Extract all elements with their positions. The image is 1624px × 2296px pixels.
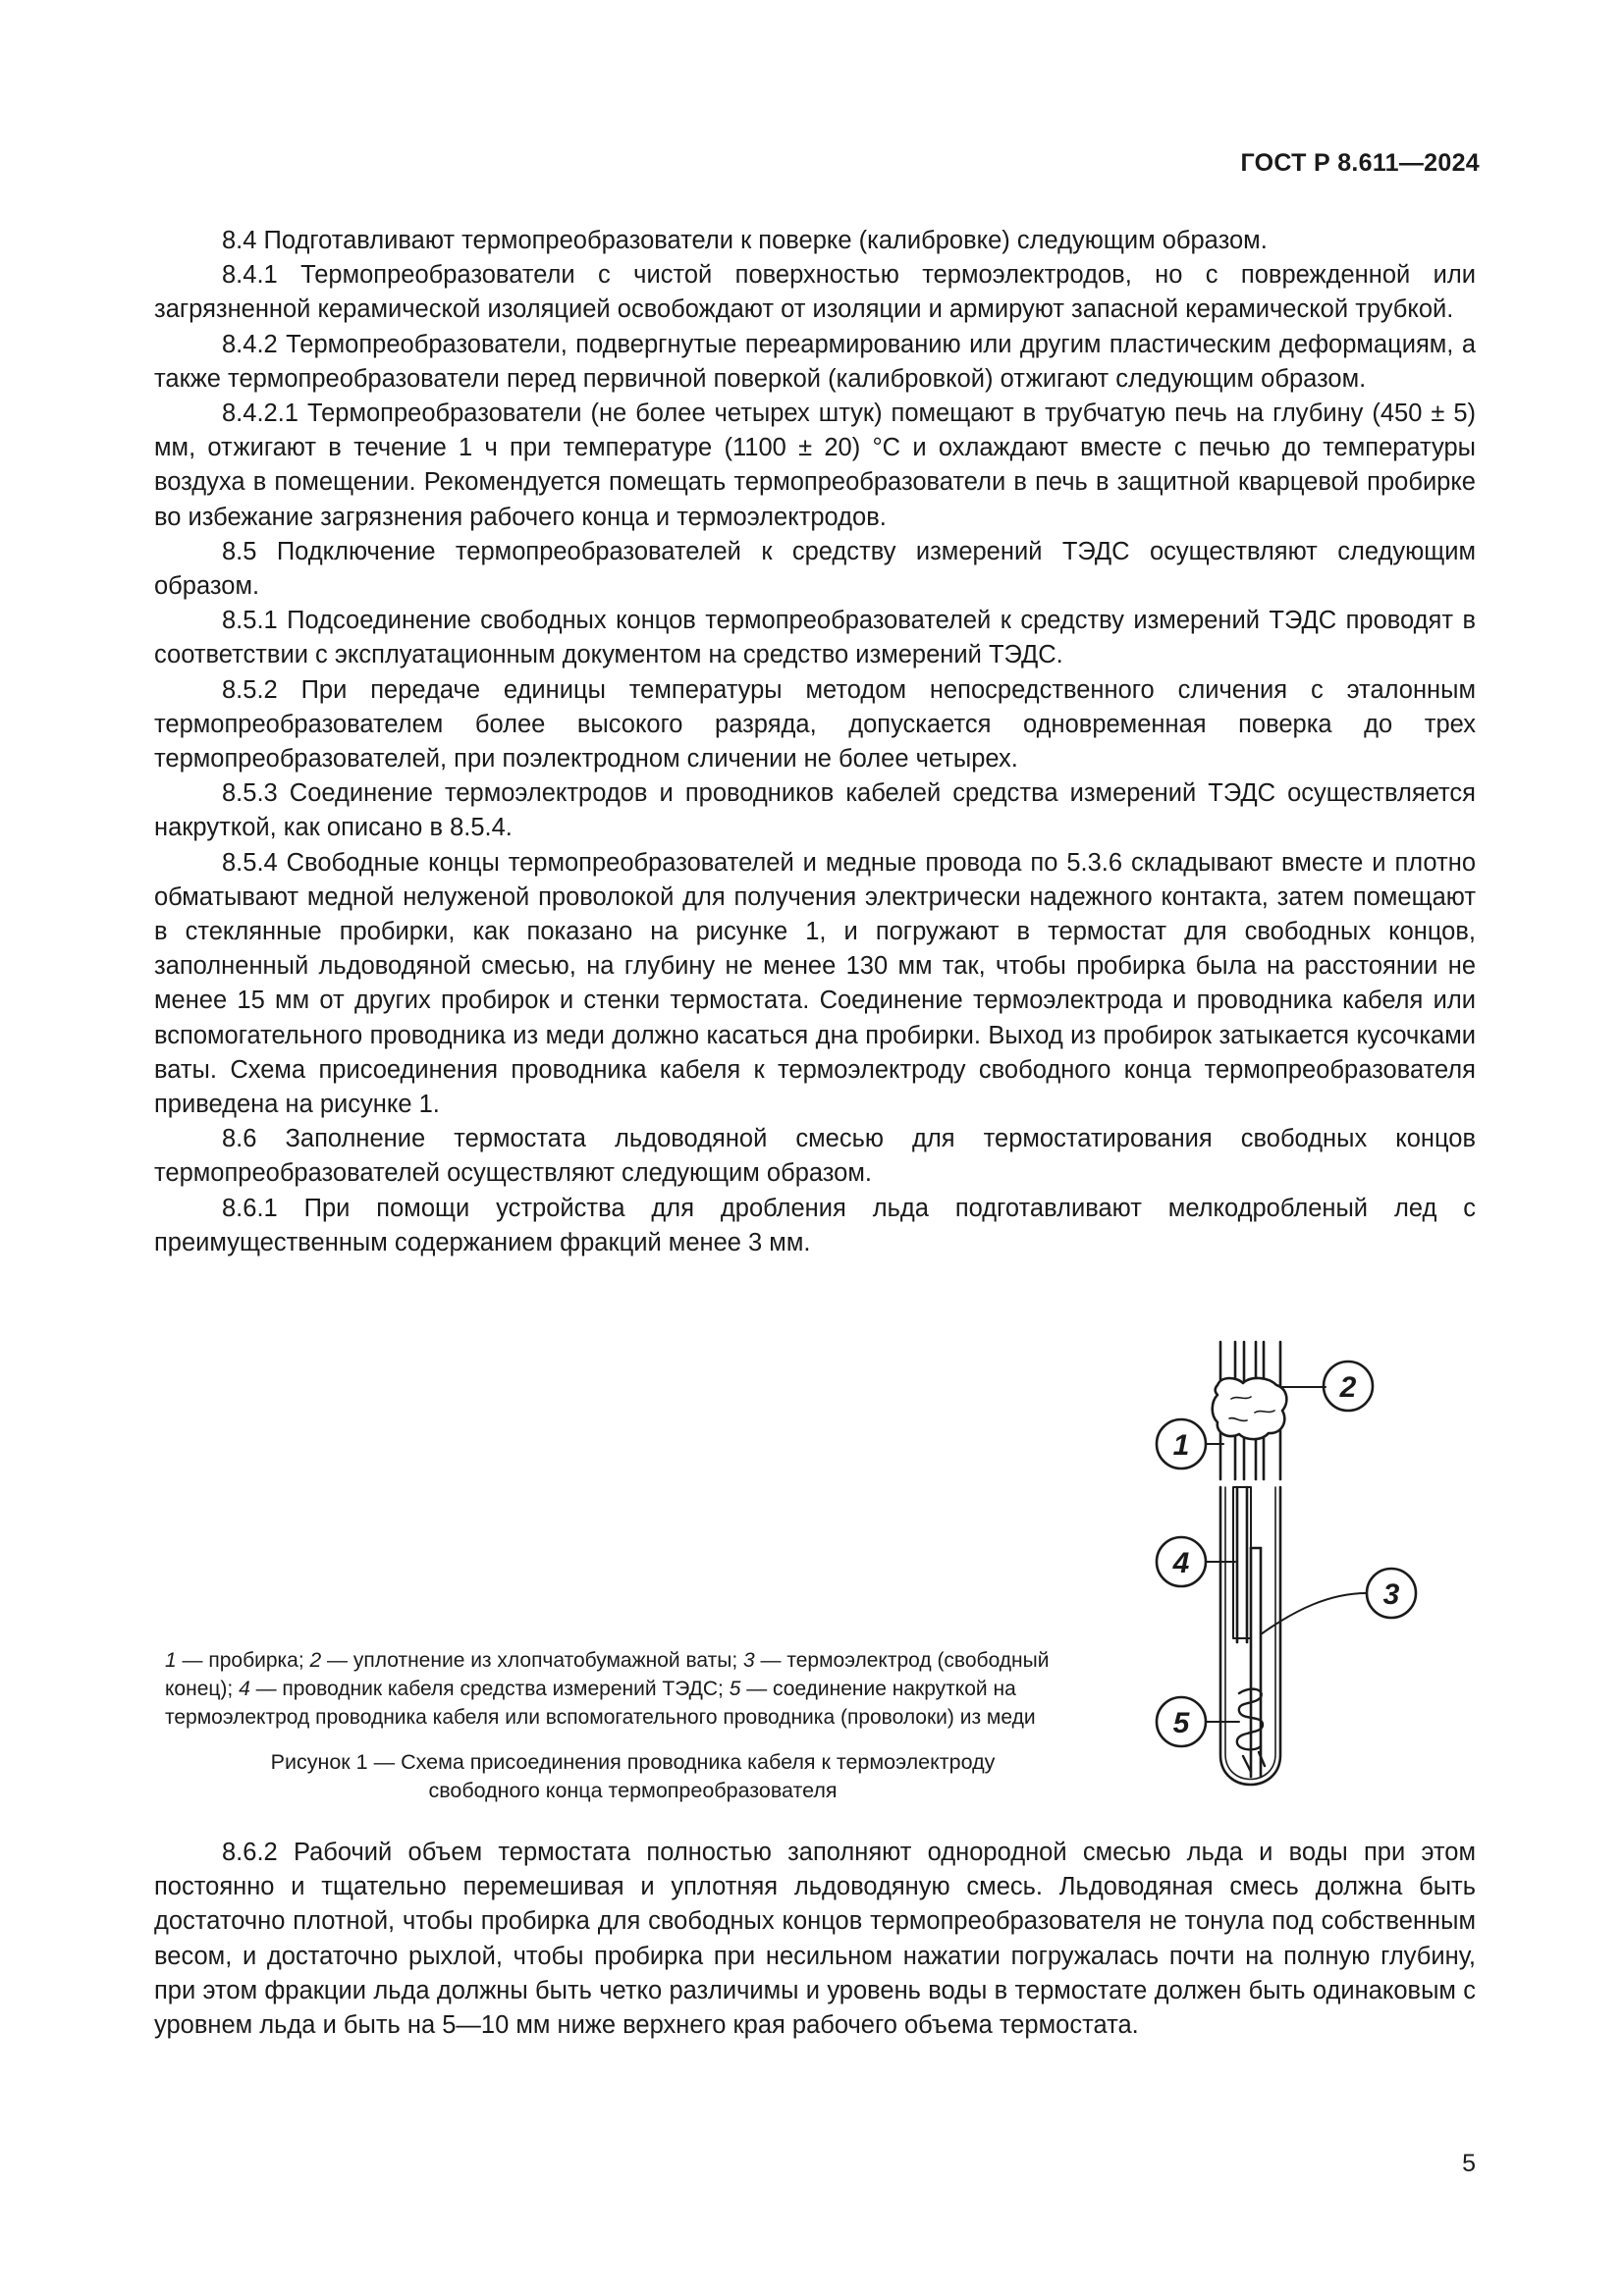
legend-line-1 (165, 1646, 1098, 1675)
paragraph-8-4-2-1: 8.4.2.1 Термопреобразователи (не более четырех штук) помещают в трубчатую печь на глубину (450 ± 5) мм, отжигают в течение 1 ч при температуре (1100 ± 20) °С и охлаждают вместе с печью до температуры воздуха в помещении. Рекомендуется помещать термопреобразователи в печь в защитной кварцевой пробирке во избежание загрязнения рабочего конца и термоэлектродов. (154, 400, 1476, 531)
paragraph-8-5-3: 8.5.3 Соединение термоэлектродов и проводников кабелей средства измерений ТЭДС осуществляется накруткой, как описано в 8.5.4. (154, 779, 1476, 842)
figure-1 (154, 1340, 1476, 1801)
legend-text: — проводник кабеля средства измерений ТЭДС; (249, 1678, 730, 1700)
legend-number: 1 (165, 1649, 177, 1672)
figure-caption (154, 1748, 1111, 1805)
paragraph-8-4-1: 8.4.1 Термопреобразователи с чистой поверхностью термоэлектродов, но с поврежденной или загрязненной керамической изоляцией освобождают от изоляции и армируют запасной керамической трубкой. (154, 261, 1476, 324)
paragraph-8-4: 8.4 Подготавливают термопреобразователи к поверке (калибровке) следующим образом. (222, 227, 1268, 254)
callout-label-5: 5 (1172, 1707, 1190, 1739)
paragraph-8-6-2: 8.6.2 Рабочий объем термостата полностью заполняют однородной смесью льда и воды при этом постоянно и тщательно перемешивая и уплотняя льдоводяную смесь. Льдоводяная смесь должна быть достаточно плотной, чтобы пробирка для свободных концов термопреобразователя не тонула под собственным весом, и достаточно рыхлой, чтобы пробирка при несильном нажатии погружалась почти на полную глубину, при этом фракции льда должны быть четко различимы и уровень воды в термостате должен быть одинаковым с уровнем льда и быть на 5—10 мм ниже верхнего края рабочего объема термостата. (154, 1839, 1476, 2040)
callout-label-2: 2 (1339, 1371, 1357, 1404)
legend-number: 4 (239, 1678, 250, 1700)
legend-text: — термоэлектрод (свободный (754, 1649, 1050, 1672)
page-number: 5 (1462, 2150, 1476, 2177)
caption-line-1: Рисунок 1 — Схема присоединения проводника кабеля к термоэлектроду (270, 1750, 996, 1774)
standard-designation: ГОСТ Р 8.611—2024 (1240, 149, 1480, 177)
callout-label-3: 3 (1382, 1578, 1400, 1611)
main-text-continued (154, 1836, 1476, 2043)
main-text (154, 224, 1476, 1260)
cable-conductor-4 (1237, 1487, 1247, 1642)
callout-label-4: 4 (1172, 1547, 1190, 1579)
paragraph-8-4-2: 8.4.2 Термопреобразователи, подвергнутые переармированию или другим пластическим деформациям, а также термопреобразователи перед первичной поверкой (калибровкой) отжигают следующим образом. (154, 330, 1476, 393)
caption-line-2: свободного конца термопреобразователя (428, 1779, 838, 1802)
legend-line-2 (165, 1675, 1098, 1703)
legend-number: 2 (309, 1649, 322, 1672)
figure-legend (165, 1646, 1098, 1732)
cable-insulation (1233, 1487, 1251, 1638)
paragraph-8-5: 8.5 Подключение термопреобразователей к средству измерений ТЭДС осуществляют следующим образом. (154, 537, 1476, 601)
paragraph-8-6-1: 8.6.1 При помощи устройства для дробления льда подготавливают мелкодробленый лед с преимущественным содержанием фракций менее 3 мм. (154, 1194, 1476, 1256)
leader-line-3 (1261, 1593, 1367, 1634)
legend-number: 3 (743, 1649, 755, 1672)
test-tube-diagram (1153, 1340, 1467, 1816)
callout-label-1: 1 (1172, 1429, 1190, 1462)
paragraph-8-6: 8.6 Заполнение термостата льдоводяной смесью для термостатирования свободных концов термопреобразователей осуществляют следующим образом. (154, 1125, 1476, 1188)
paragraph-8-5-4: 8.5.4 Свободные концы термопреобразователей и медные провода по 5.3.6 складывают вместе и плотно обматывают медной нелуженой проволокой для получения электрически надежного контакта, затем помещают в стеклянные пробирки, как показано на рисунке 1, и погружают в термостат для свободных концов, заполненный льдоводяной смесью, на глубину не менее 130 мм так, чтобы пробирка была на расстоянии не менее 15 мм от других пробирок и стенки термостата. Соединение термоэлектрода и проводника кабеля или вспомогательного проводника из меди должно касаться дна пробирки. Выход из пробирок затыкается кусочками ваты. Схема присоединения проводника кабеля к термоэлектроду свободного конца термопреобразователя приведена на рисунке 1. (154, 848, 1476, 1119)
thermoelectrode-3 (1251, 1548, 1261, 1777)
legend-line-3: термоэлектрод проводника кабеля или вспомогательного проводника (проволоки) из меди (165, 1706, 1036, 1729)
legend-text: конец); (165, 1678, 240, 1700)
legend-text: — пробирка; (176, 1649, 310, 1672)
legend-text: — уплотнение из хлопчатобумажной ваты; (321, 1649, 744, 1672)
legend-text: — соединение накруткой на (740, 1678, 1016, 1700)
paragraph-8-5-2: 8.5.2 При передаче единицы температуры методом непосредственного сличения с эталонным термопреобразователем более высокого разряда, допускается одновременная поверка до трех термопреобразователей, при поэлектродном сличении не более четырех. (154, 675, 1476, 774)
legend-number: 5 (729, 1678, 741, 1700)
paragraph-8-5-1: 8.5.1 Подсоединение свободных концов термопреобразователей к средству измерений ТЭДС проводят в соответствии с эксплуатационным документом на средство измерений ТЭДС. (154, 607, 1476, 669)
cotton-plug (1213, 1378, 1287, 1439)
